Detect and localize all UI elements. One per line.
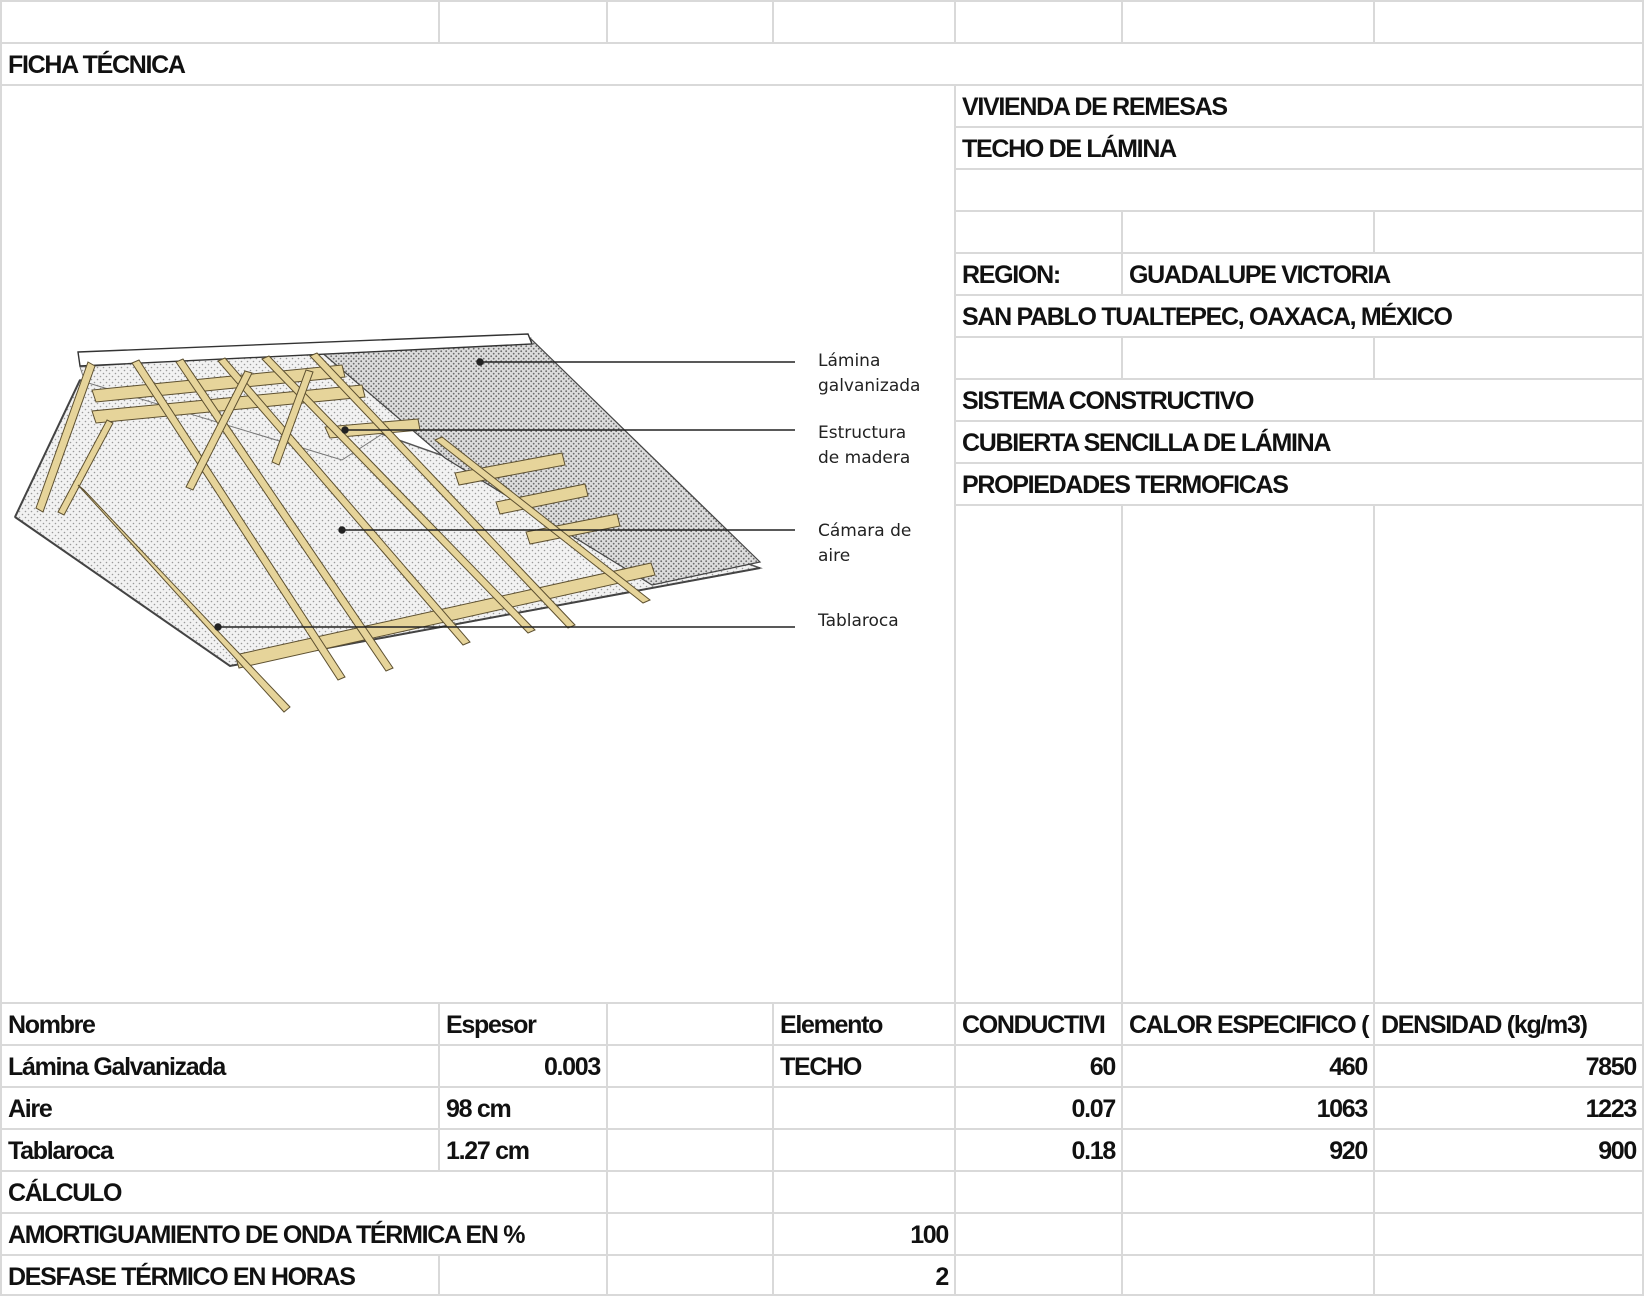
- row-lamina-calor[interactable]: 460: [1329, 1053, 1367, 1081]
- location-text[interactable]: SAN PABLO TUALTEPEC, OAXACA, MÉXICO: [962, 303, 1452, 331]
- project-name[interactable]: VIVIENDA DE REMESAS: [962, 93, 1227, 121]
- header-nombre[interactable]: Nombre: [8, 1011, 95, 1039]
- header-calor-especifico[interactable]: CALOR ESPECIFICO (: [1129, 1011, 1369, 1039]
- row-tablaroca-espesor[interactable]: 1.27 cm: [446, 1137, 529, 1165]
- region-label[interactable]: REGION:: [962, 261, 1060, 289]
- label-estructura-line2: de madera: [818, 448, 911, 468]
- header-elemento[interactable]: Elemento: [780, 1011, 883, 1039]
- header-densidad[interactable]: DENSIDAD (kg/m3): [1381, 1011, 1587, 1039]
- row-aire-densidad[interactable]: 1223: [1585, 1095, 1636, 1123]
- row-lamina-espesor[interactable]: 0.003: [543, 1053, 600, 1081]
- header-espesor[interactable]: Espesor: [446, 1011, 536, 1039]
- system-label[interactable]: SISTEMA CONSTRUCTIVO: [962, 387, 1254, 415]
- amortiguamiento-label[interactable]: AMORTIGUAMIENTO DE ONDA TÉRMICA EN %: [8, 1221, 525, 1249]
- row-aire-nombre[interactable]: Aire: [8, 1095, 52, 1123]
- roof-section-diagram: [0, 86, 952, 998]
- label-lamina-line2: galvanizada: [818, 376, 921, 396]
- region-value[interactable]: GUADALUPE VICTORIA: [1129, 261, 1390, 289]
- row-tablaroca-densidad[interactable]: 900: [1598, 1137, 1636, 1165]
- row-tablaroca-conductividad[interactable]: 0.18: [1071, 1137, 1115, 1165]
- row-lamina-densidad[interactable]: 7850: [1585, 1053, 1636, 1081]
- row-tablaroca-nombre[interactable]: Tablaroca: [8, 1137, 113, 1165]
- header-conductividad[interactable]: CONDUCTIVI: [962, 1011, 1105, 1039]
- label-estructura-line1: Estructura: [818, 423, 907, 443]
- row-aire-espesor[interactable]: 98 cm: [446, 1095, 511, 1123]
- label-lamina-line1: Lámina: [818, 351, 881, 371]
- label-camara-line1: Cámara de: [818, 521, 912, 541]
- row-aire-calor[interactable]: 1063: [1316, 1095, 1367, 1123]
- row-aire-conductividad[interactable]: 0.07: [1071, 1095, 1115, 1123]
- diagram-labels: [817, 351, 920, 631]
- system-value[interactable]: CUBIERTA SENCILLA DE LÁMINA: [962, 429, 1331, 457]
- desfase-label[interactable]: DESFASE TÉRMICO EN HORAS: [8, 1263, 355, 1291]
- row-lamina-elemento[interactable]: TECHO: [780, 1053, 862, 1081]
- sheet-title[interactable]: FICHA TÉCNICA: [8, 51, 185, 79]
- label-tablaroca: Tablaroca: [818, 611, 899, 631]
- desfase-value[interactable]: 2: [935, 1263, 948, 1291]
- row-lamina-nombre[interactable]: Lámina Galvanizada: [8, 1053, 225, 1081]
- row-tablaroca-calor[interactable]: 920: [1329, 1137, 1367, 1165]
- amortiguamiento-value[interactable]: 100: [910, 1221, 948, 1249]
- calculo-label[interactable]: CÁLCULO: [8, 1179, 122, 1207]
- properties-label[interactable]: PROPIEDADES TERMOFICAS: [962, 471, 1288, 499]
- element-name[interactable]: TECHO DE LÁMINA: [962, 135, 1176, 163]
- row-lamina-conductividad[interactable]: 60: [1089, 1053, 1115, 1081]
- label-camara-line2: aire: [818, 546, 851, 566]
